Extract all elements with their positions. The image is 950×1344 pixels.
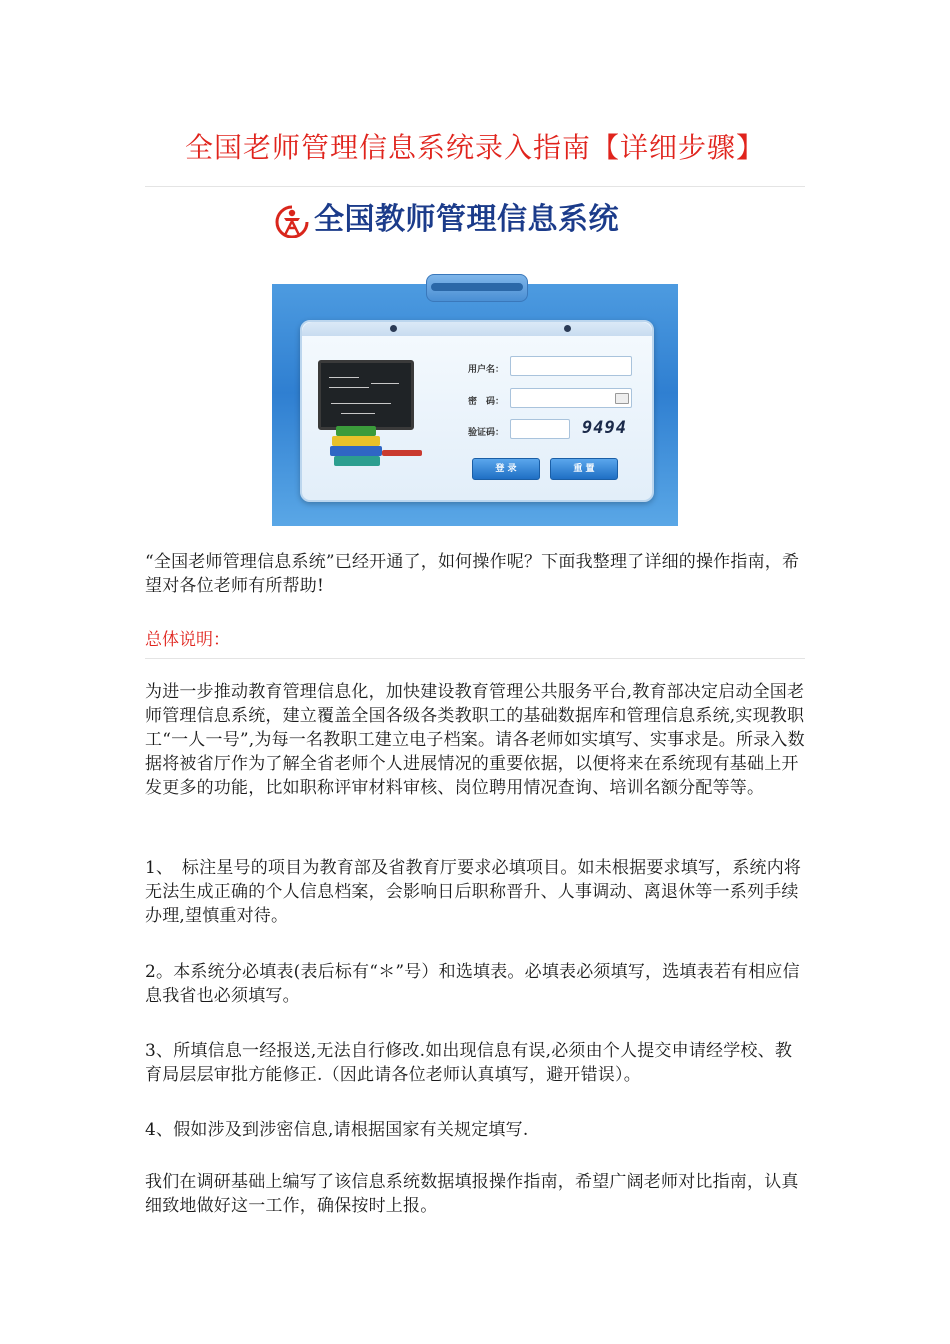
username-label: 用户名： <box>468 365 505 375</box>
captcha-image[interactable]: 9494 <box>582 418 627 438</box>
teacher-logo-icon <box>274 204 310 238</box>
closing-paragraph: 我们在调研基础上编写了该信息系统数据填报操作指南，希望广阔老师对比指南，认真细致地做好这一工作，确保按时上报。 <box>145 1172 799 1216</box>
password-label: 密 码： <box>468 397 505 407</box>
rule-item-2: 2。本系统分必填表(表后标有“＊”号）和选填表。必填表必须填写，选填表若有相应信息我省也必须填写。 <box>145 962 800 1006</box>
rule-item-3: 3、所填信息一经报送,无法自行修改.如出现信息有误,必须由个人提交申请经学校、教育局层层审批方能修正.（因此请各位老师认真填写，避开错误）。 <box>145 1041 793 1085</box>
captcha-label: 验证码： <box>468 428 505 438</box>
username-input[interactable] <box>510 356 632 376</box>
captcha-input[interactable] <box>510 419 570 439</box>
panel-pin-icon <box>390 325 397 332</box>
intro-paragraph: “全国老师管理信息系统”已经开通了，如何操作呢？下面我整理了详细的操作指南，希望对各位老师有所帮助! <box>145 552 800 596</box>
keyboard-icon[interactable] <box>615 393 629 404</box>
system-name: 全国教师管理信息系统 <box>314 202 619 237</box>
clipboard-clip <box>426 274 528 302</box>
rule-item-4: 4、假如涉及到涉密信息,请根据国家有关规定填写. <box>145 1120 529 1140</box>
login-panel <box>300 320 654 502</box>
login-screenshot <box>272 196 678 526</box>
login-button[interactable]: 登 录 <box>472 458 540 480</box>
panel-pin-icon <box>564 325 571 332</box>
section-heading: 总体说明： <box>145 630 230 650</box>
password-input[interactable] <box>510 388 632 408</box>
rule-item-1: 1、 标注星号的项目为教育部及省教育厅要求必填项目。如未根据要求填写，系统内将无法生成正确的个人信息档案，会影响日后职称晋升、人事调动、离退休等一系列手续办理,望慎重对待。 <box>145 858 802 926</box>
title-divider <box>145 186 805 187</box>
books-illustration <box>326 420 406 480</box>
section-divider <box>145 658 805 659</box>
page-title: 全国老师管理信息系统录入指南【详细步骤】 <box>184 131 765 164</box>
screenshot-header <box>272 196 678 284</box>
overview-paragraph: 为进一步推动教育管理信息化，加快建设教育管理公共服务平台,教育部决定启动全国老师管理信息系统，建立覆盖全国各级各类教职工的基础数据库和管理信息系统,实现教职工“一人一号”,为每一名教职工建立电子档案。请各老师如实填写、实事求是。所录入数据将被省厅作为了解全省老师个人进展情况的重要依据，以便将来在系统现有基础上开发更多的功能，比如职称评审材料审核、岗位聘用情况查询、培训名额分配等等。 <box>145 682 805 798</box>
reset-button[interactable]: 重 置 <box>550 458 618 480</box>
